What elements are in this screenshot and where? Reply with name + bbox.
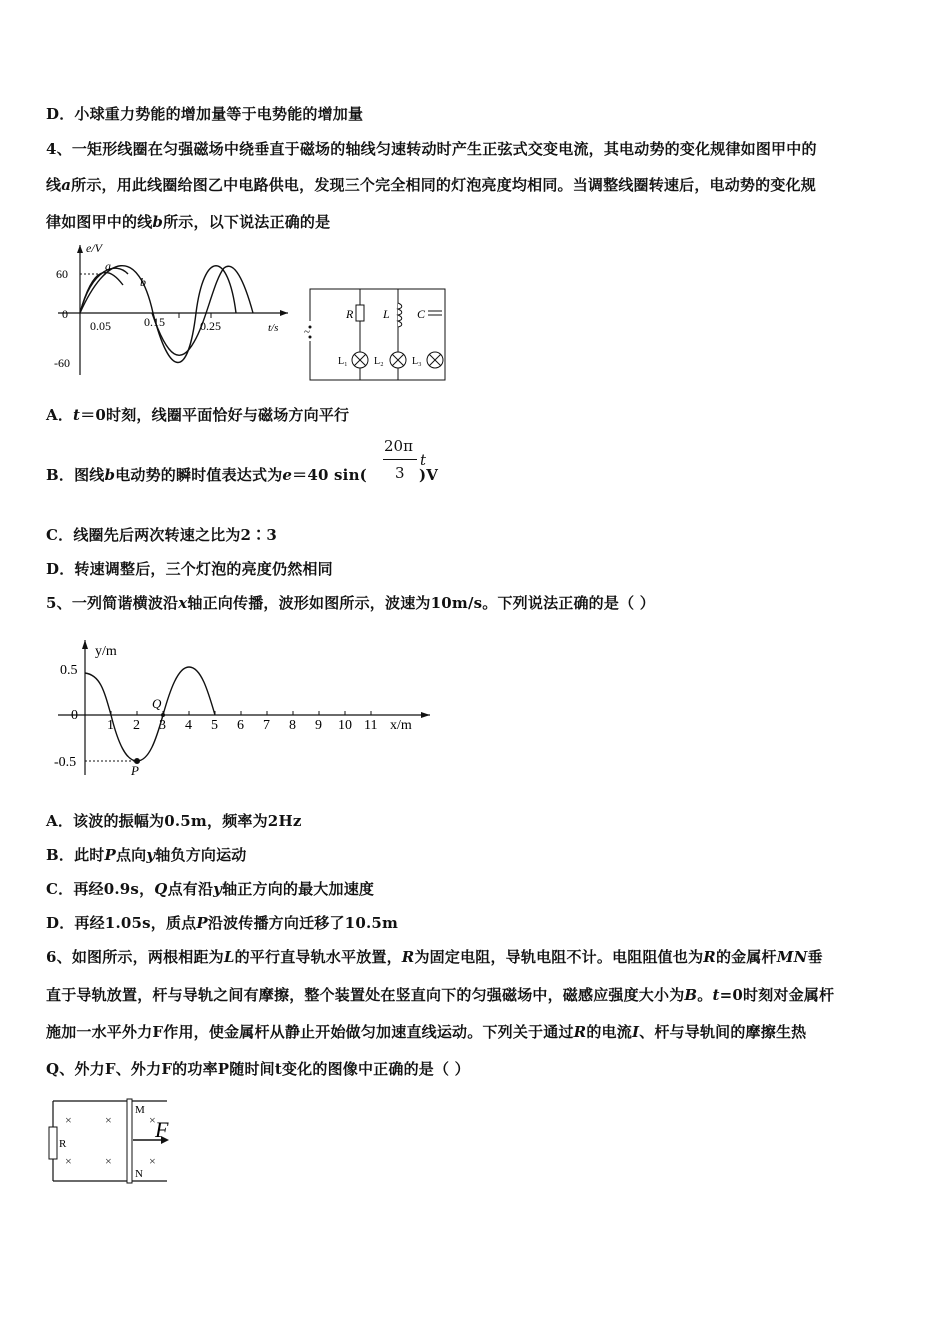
q6-stem-line1: 6、如图所示，两根相距为L的平行直导轨水平放置，R为固定电阻，导轨电阻不计。电阻阻值也为R的金属杆MN垂 [46,948,823,966]
q6-rail-figure [45,1095,180,1187]
q4-option-a: A．t＝0时刻，线圈平面恰好与磁场方向平行 [46,406,350,424]
q6-stem-line3: 施加一水平外力F作用，使金属杆从静止开始做匀加速直线运动。下列关于通过R的电流I、杆与导轨间的摩擦生热 [46,1023,807,1041]
force-F: F [155,1117,169,1142]
wave-tick-label: 8 [289,718,296,733]
circuit-L3: L₃ [412,356,422,367]
q4-option-d: D．转速调整后，三个灯泡的亮度仍然相同 [46,560,333,578]
circuit-C: C [417,307,426,321]
rod-N: N [135,1168,143,1180]
q3-option-d: D．小球重力势能的增加量等于电势能的增加量 [46,105,364,123]
wave-y0: 0 [71,708,78,723]
wave-tick-label: 2 [133,718,140,733]
graph-xlabel: t/s [268,322,279,334]
curve-b-label: b [140,275,146,289]
graph-x025: 0.25 [200,319,221,333]
circuit-L: L [383,307,390,321]
field-cross: × [105,1154,112,1168]
rod-M: M [135,1104,145,1116]
rail-R: R [59,1138,67,1150]
q4-circuit [300,283,450,383]
q6-stem-line4: Q、外力F、外力F的功率P随时间t变化的图像中正确的是（ ） [46,1060,470,1078]
q4-option-b: B．图线b电动势的瞬时值表达式为e＝40 sin( )V [46,466,439,484]
graph-x015: 0.15 [144,315,165,329]
wave-ylabel: y/m [95,644,117,659]
wave-tick-label: 4 [185,718,192,733]
point-P-label: P [131,763,139,778]
field-cross: × [65,1154,72,1168]
q4-stem-line2: 线a所示，用此线圈给图乙中电路供电，发现三个完全相同的灯泡亮度均相同。当调整线圈转速后，电动势的变化规 [46,176,816,194]
q4-option-c: C．线圈先后两次转速之比为2∶3 [46,526,278,544]
q4-stem-line1: 4、一矩形线圈在匀强磁场中绕垂直于磁场的轴线匀速转动时产生正弦式交变电流，其电动势的变化规律如图甲中的 [46,140,817,158]
fraction-bar [383,459,417,460]
fraction-denominator: 3 [395,464,405,482]
wave-tick-label: 3 [159,718,166,733]
graph-y60: 60 [56,267,68,281]
wave-xlabel: x/m [390,718,412,733]
field-cross: × [149,1154,156,1168]
wave-tick-label: 5 [211,718,218,733]
point-Q-label: Q [152,696,162,711]
wave-y05: 0.5 [60,663,78,678]
wave-tick-label: 10 [338,718,352,733]
graph-y0: 0 [62,307,68,321]
q4-emf-graph [48,240,298,380]
q5-option-c: C．再经0.9s，Q点有沿y轴正方向的最大加速度 [46,880,375,898]
wave-tick-label: 11 [364,718,378,733]
q5-option-a: A．该波的振幅为0.5m，频率为2Hz [46,812,302,830]
wave-tick-label: 9 [315,718,322,733]
q5-wave-graph [48,635,438,780]
q5-option-b: B．此时P点向y轴负方向运动 [46,846,247,864]
wave-yn05: -0.5 [54,755,77,770]
q6-stem-line2: 直于导轨放置，杆与导轨之间有摩擦，整个装置处在竖直向下的匀强磁场中，磁感应强度大小为B。t=0时刻对金属杆 [46,986,835,1004]
circuit-L1: L₁ [338,356,348,367]
circuit-L2: L₂ [374,356,384,367]
curve-a-label: a [105,259,111,273]
q4-stem-line3: 律如图甲中的线b所示，以下说法正确的是 [46,213,331,231]
fraction-t: t [420,451,427,469]
field-cross: × [149,1113,156,1127]
graph-ylabel: e/V [86,241,102,255]
wave-tick-label: 7 [263,718,270,733]
wave-tick-label: 1 [107,718,114,733]
circuit-R: R [346,307,354,321]
graph-x005: 0.05 [90,319,111,333]
field-cross: × [65,1113,72,1127]
graph-yn60: -60 [54,356,70,370]
wave-tick-label: 6 [237,718,244,733]
circuit-source: ~ [304,326,310,338]
q5-option-d: D．再经1.05s，质点P沿波传播方向迁移了10.5m [46,914,399,932]
fraction-numerator: 20π [384,437,413,455]
field-cross: × [105,1113,112,1127]
q5-stem: 5、一列简谐横波沿x轴正向传播，波形如图所示，波速为10m/s。下列说法正确的是（ ） [46,594,655,612]
